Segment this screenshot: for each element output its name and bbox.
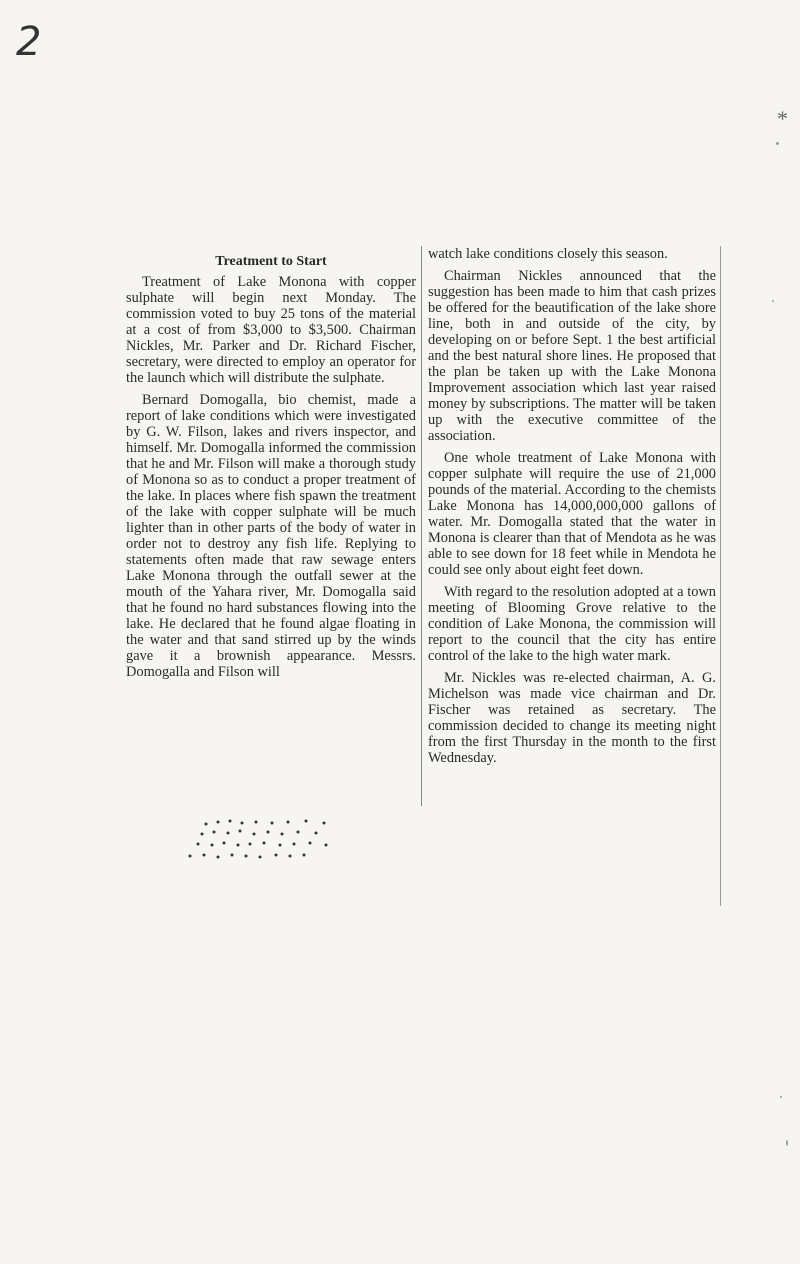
article-column-left bbox=[126, 246, 416, 686]
article-paragraph: Bernard Domogalla, bio chemist, made a report of lake conditions which were investigated by G. W. Filson, lakes and rivers inspector, and himself. Mr. Domogalla informed the commission that he and Mr. Filson will make a thorough study of Monona so as to conduct a proper treatment of the lake. In places where fish spawn the treatment of the lake with copper sulphate will be much lighter than in other parts of the body of water in order not to destroy any fish life. Replying to statements often made that raw sewage enters Lake Monona through the outfall sewer at the mouth of the Yahara river, Mr. Domogalla said that he found no hard substances flowing into the lake. He declared that he found algae floating in the water and that sand stirred up by the winds gave it a brownish appearance. Messrs. Domogalla and Filson will bbox=[126, 392, 416, 680]
clipping-edge-rule bbox=[720, 246, 721, 906]
scan-speck bbox=[772, 300, 774, 302]
article-column-right bbox=[428, 246, 716, 772]
article-paragraph: With regard to the resolution adopted at a town meeting of Blooming Grove relative to the condition of Lake Monona, the commission will report to the council that the city has entire control of the lake to the high water mark. bbox=[428, 584, 716, 664]
article-paragraph: watch lake conditions closely this season. bbox=[428, 246, 668, 262]
article-paragraph: One whole treatment of Lake Monona with copper sulphate will require the use of 21,000 pounds of the material. According to the chemists Lake Monona has 14,000,000,000 gallons of water. Mr. Domogalla stated that the water in Monona is clearer than that of Mendota as he was able to see down for 18 feet while in Mendota he could see only about eight feet down. bbox=[428, 450, 716, 578]
article-headline: Treatment to Start bbox=[215, 254, 327, 269]
newspaper-clipping bbox=[126, 246, 722, 906]
scan-speck bbox=[780, 1096, 782, 1098]
article-paragraph: Treatment of Lake Monona with copper sulphate will begin next Monday. The commission voted to buy 25 tons of the material at a cost of from $3,000 to $3,500. Chairman Nickles, Mr. Parker and Dr. Richard Fischer, secretary, were directed to employ an operator for the launch which will distribute the sulphate. bbox=[126, 274, 416, 386]
article-paragraph: Chairman Nickles announced that the suggestion has been made to him that cash prizes be offered for the beautification of the lake shore line, both in and outside of the city, by developing on or before Sept. 1 the best artificial and the best natural shore lines. He proposed that the plan be taken up with the Lake Monona Improvement association which last year raised money by subscriptions. The matter will be taken up with the executive committee of the association. bbox=[428, 268, 716, 444]
page-number-mark: 2 bbox=[16, 19, 42, 65]
scan-speck bbox=[786, 1140, 788, 1146]
article-paragraph: Mr. Nickles was re-elected chairman, A. G. Michelson was made vice chairman and Dr. Fischer was retained as secretary. The commission decided to change its meeting night from the first Thursday in the month to the first Wednesday. bbox=[428, 670, 716, 766]
margin-mark: * bbox=[777, 106, 788, 131]
scan-speck bbox=[776, 142, 779, 145]
column-divider bbox=[421, 246, 422, 806]
perforation-dots-graphic bbox=[184, 818, 334, 864]
